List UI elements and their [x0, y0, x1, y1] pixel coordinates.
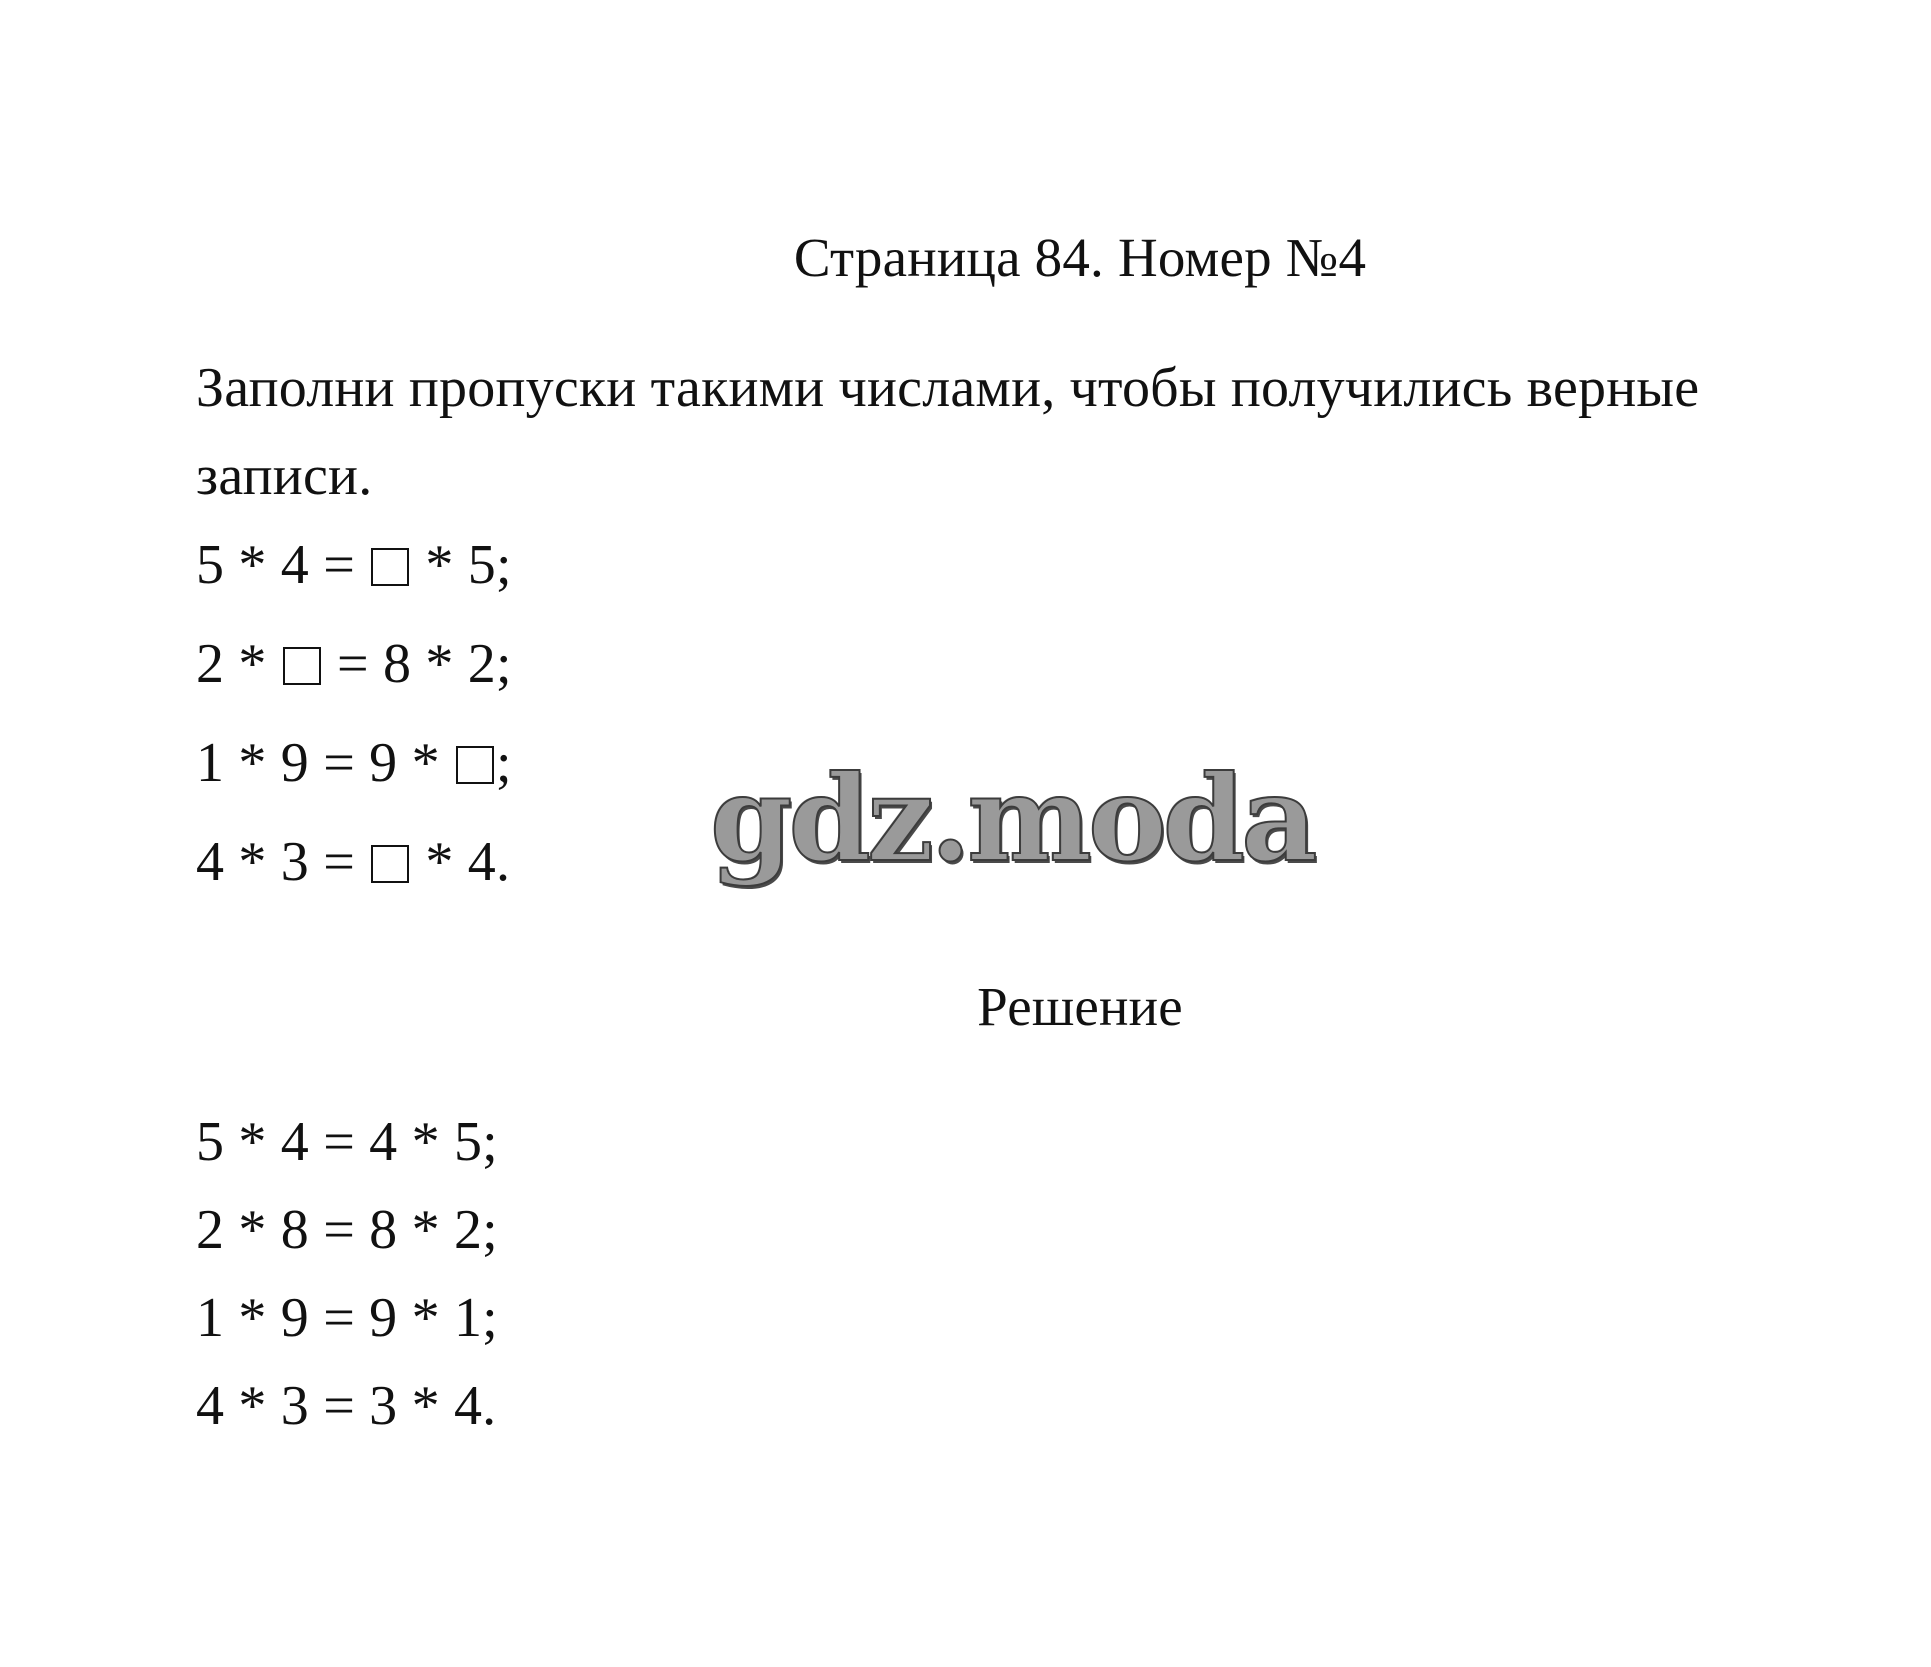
task-equation-4 — [196, 830, 510, 894]
blank-box — [283, 647, 321, 685]
task-equation-2 — [196, 632, 512, 696]
task-text-line-1: Заполни пропуски такими числами, чтобы получились верные — [196, 357, 1700, 419]
page-title: Страница 84. Номер №4 — [793, 227, 1367, 288]
blank-box — [371, 548, 409, 586]
answer-line-4: 4 * 3 = 3 * 4. — [196, 1375, 497, 1437]
equation-left-part: 1 * 9 = 9 * — [196, 732, 454, 794]
answer-line-1: 5 * 4 = 4 * 5; — [196, 1111, 498, 1173]
task-equation-3 — [196, 731, 512, 795]
equation-right-part: ; — [495, 732, 512, 794]
equation-right-part: * 4. — [411, 831, 511, 893]
equation-left-part: 5 * 4 = — [196, 534, 370, 596]
equation-left-part: 4 * 3 = — [196, 831, 370, 893]
task-equation-1 — [196, 533, 512, 597]
equation-right-part: = 8 * 2; — [322, 633, 512, 695]
blank-box — [456, 746, 494, 784]
equation-right-part: * 5; — [411, 534, 512, 596]
watermark-logo: gdz.moda — [710, 749, 1314, 888]
answer-line-2: 2 * 8 = 8 * 2; — [196, 1199, 498, 1261]
blank-box — [371, 845, 409, 883]
task-text-line-2: записи. — [196, 445, 373, 507]
solution-heading: Решение — [977, 976, 1183, 1037]
answer-line-3: 1 * 9 = 9 * 1; — [196, 1287, 498, 1349]
equation-left-part: 2 * — [196, 633, 281, 695]
